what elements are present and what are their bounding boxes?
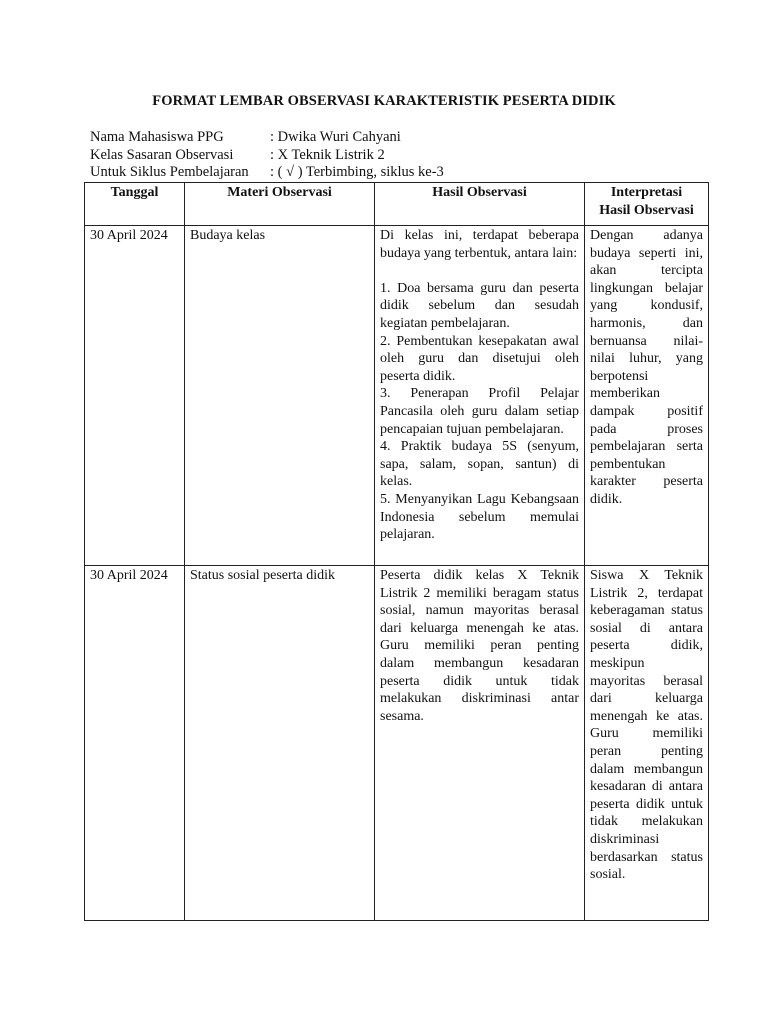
header-interpretasi [585,183,709,226]
cell-materi: Budaya kelas [185,226,375,566]
header-interpretasi-line1: Interpretasi [610,185,683,200]
hasil-intro: Di kelas ini, terdapat beberapa budaya yang terbentuk, antara lain: [380,228,579,261]
cell-interpretasi: Siswa X Teknik Listrik 2, terdapat keberagaman status sosial di antara peserta didik, meskipun mayoritas berasal dari keluarga menengah ke atas. Guru memiliki peran penting dalam membangun kesadaran di antara peserta didik untuk tidak melakukan diskriminasi berdasarkan status sosial. [585,566,709,921]
cell-hasil [375,226,585,566]
table-row [85,226,709,566]
cell-materi: Status sosial peserta didik [185,566,375,921]
meta-row-siklus [90,164,444,182]
table-header-row [85,183,709,226]
hasil-item: 1. Doa bersama guru dan peserta didik sebelum dan sesudah kegiatan pembelajaran. [380,280,579,331]
hasil-item: 3. Penerapan Profil Pelajar Pancasila oleh guru dalam setiap pencapaian tujuan pembelajaran. [380,386,579,437]
cell-tanggal: 30 April 2024 [85,226,185,566]
meta-row-nama [90,129,444,147]
paragraph-spacer [380,262,579,280]
meta-label: Untuk Siklus Pembelajaran [90,164,249,180]
meta-value: : X Teknik Listrik 2 [270,146,385,163]
observation-table [84,182,709,921]
header-materi: Materi Observasi [185,183,375,226]
hasil-item: 4. Praktik budaya 5S (senyum, sapa, salam, sopan, santun) di kelas. [380,439,579,490]
hasil-item: 2. Pembentukan kesepakatan awal oleh guru dan disetujui oleh peserta didik. [380,333,579,384]
cell-hasil: Peserta didik kelas X Teknik Listrik 2 memiliki beragam status sosial, namun mayoritas berasal dari keluarga menengah ke atas. Guru memiliki peran penting dalam membangun kesadaran peserta didik untuk tidak melakukan diskriminasi antar sesama. [375,566,585,921]
meta-label: Nama Mahasiswa PPG [90,129,224,145]
hasil-item: 5. Menyanyikan Lagu Kebangsaan Indonesia sebelum memulai pelajaran. [380,491,579,543]
meta-value: : ( √ ) Terbimbing, siklus ke-3 [270,164,444,180]
header-tanggal: Tanggal [85,183,185,226]
document-title: FORMAT LEMBAR OBSERVASI KARAKTERISTIK PESERTA DIDIK [152,93,616,109]
meta-value: : Dwika Wuri Cahyani [270,129,401,145]
cell-interpretasi: Dengan adanya budaya seperti ini, akan tercipta lingkungan belajar yang kondusif, harmonis, dan bernuansa nilai-nilai luhur, yang berpotensi memberikan dampak positif pada proses pembelajaran serta pembentukan karakter peserta didik. [585,226,709,566]
header-interpretasi-line2: Hasil Observasi [599,202,694,218]
table-row [85,566,709,921]
meta-row-kelas [90,147,444,165]
meta-label: Kelas Sasaran Observasi [90,146,234,163]
document-meta [90,129,444,182]
cell-tanggal: 30 April 2024 [85,566,185,921]
header-hasil: Hasil Observasi [375,183,585,226]
